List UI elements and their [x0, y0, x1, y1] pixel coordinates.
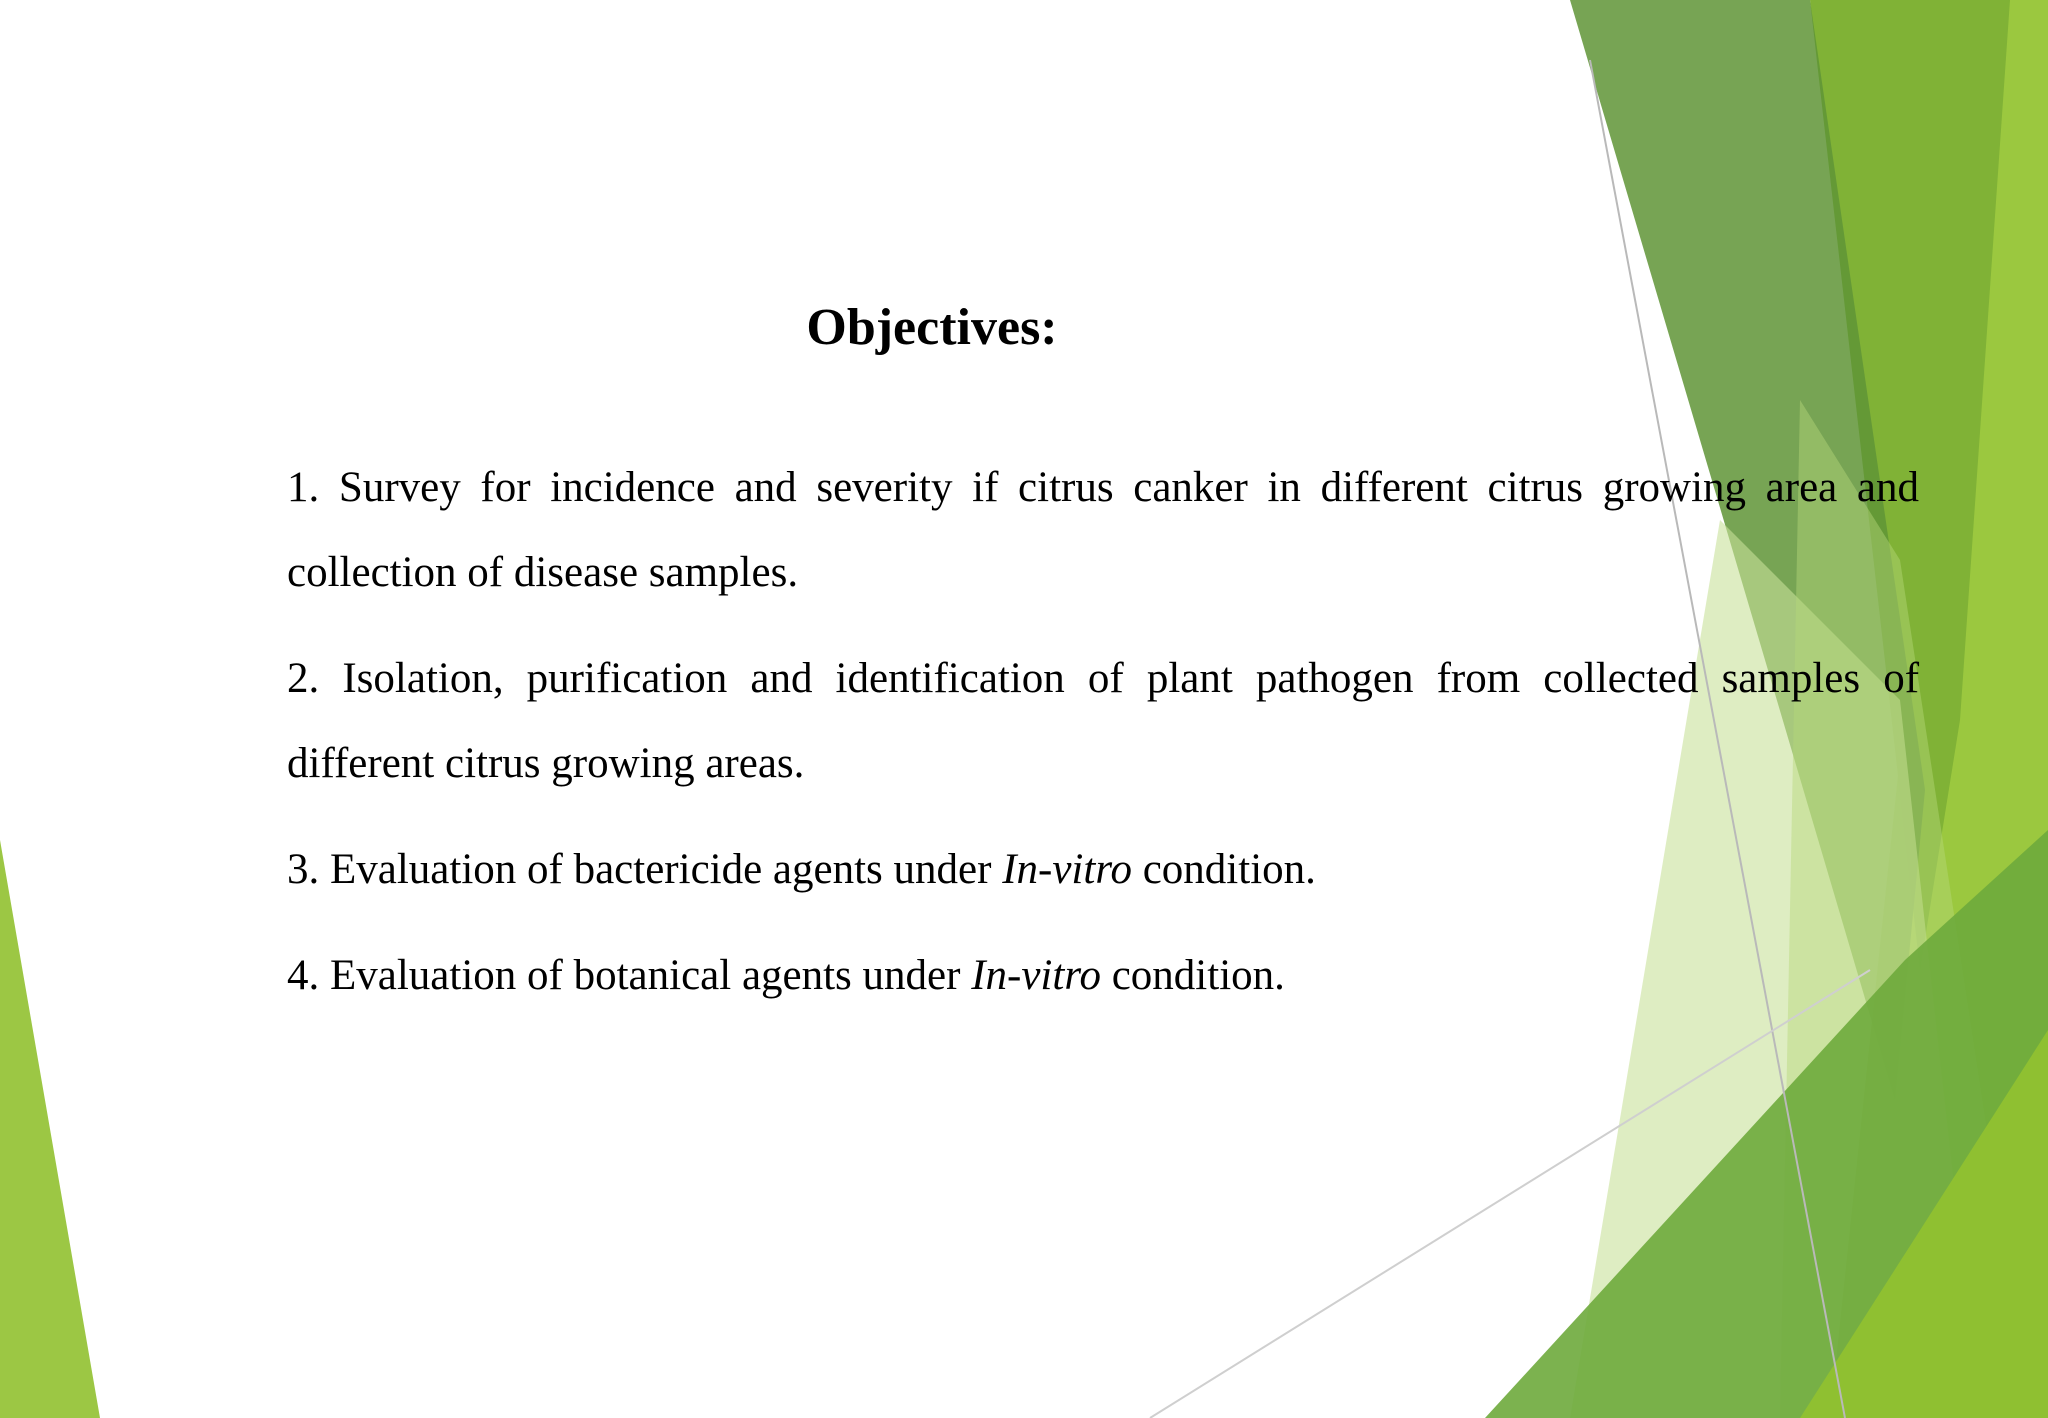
objective-text-end: condition. — [1142, 846, 1316, 893]
objective-number: 4. — [287, 952, 320, 999]
left-green-sliver — [0, 840, 100, 1418]
objective-text: Evaluation of bactericide agents under — [330, 846, 992, 893]
slide-title: Objectives: — [806, 299, 1058, 356]
objective-number: 1. — [287, 464, 320, 511]
objective-item-2 — [287, 636, 1919, 806]
objective-number: 2. — [287, 655, 320, 702]
objectives-list — [287, 445, 1919, 1039]
objective-text: Evaluation of botanical agents under — [330, 952, 961, 999]
objective-italic-term: In-vitro — [1002, 846, 1132, 893]
objective-item-3 — [287, 827, 1919, 912]
objective-item-1 — [287, 445, 1919, 615]
objective-text-end: condition. — [1111, 952, 1285, 999]
objective-text: Survey for incidence and severity if citrus canker in different citrus growing area and collection of disease samples. — [287, 464, 1920, 596]
objective-text: Isolation, purification and identification of plant pathogen from collected samples of different citrus growing areas. — [287, 655, 1920, 787]
objective-number: 3. — [287, 846, 320, 893]
objective-item-4 — [287, 933, 1919, 1018]
objective-italic-term: In-vitro — [971, 952, 1101, 999]
